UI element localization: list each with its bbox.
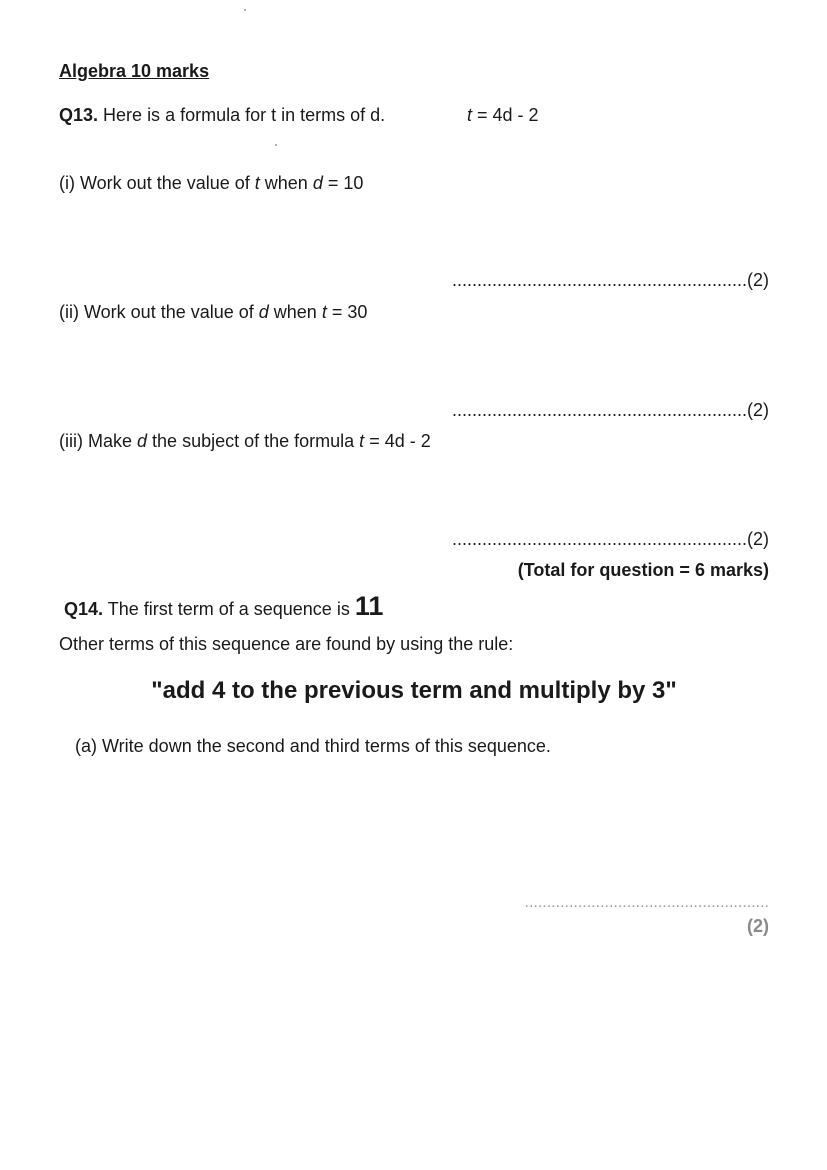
q14-a-marks: (2) [747,916,769,936]
formula-expression: = 4d - 2 [472,105,539,125]
part-text: = 30 [326,302,368,322]
q14-part-a: (a) Write down the second and third terms of this sequence. [75,736,551,756]
part-label: (ii) [59,302,84,322]
part-text: Work out the value of [80,173,255,193]
sequence-rule [0,677,827,705]
answer-line-iii[interactable] [452,529,769,550]
q13-formula [467,105,539,126]
first-term: 11 [354,591,384,621]
answer-dots[interactable]: ........................................................... [451,529,747,549]
part-text: = 4d - 2 [364,431,431,451]
answer-line-i[interactable] [452,270,769,291]
rule-text: "add 4 to the previous term and multiply by 3" [151,677,677,704]
q13-prompt [59,105,385,126]
variable: d [137,431,148,451]
q14-number: Q14. [64,599,104,619]
marks-label: (2) [747,529,769,549]
q13-part-i [59,173,363,194]
variable: d [258,302,269,322]
q13-intro: Here is a formula for t in terms of d. [103,105,386,125]
part-label: (i) [59,173,80,193]
variable: d [312,173,323,193]
variable: t [254,173,260,193]
marks-label: (2) [747,400,769,420]
scan-speck [275,144,277,146]
answer-line-ii[interactable] [452,400,769,421]
part-text: Make [88,431,138,451]
part-text: Work out the value of [84,302,259,322]
answer-dots[interactable]: ........................................................... [451,270,747,290]
rule-intro: Other terms of this sequence are found by using the rule: [59,634,514,654]
part-text: when [259,173,313,193]
variable: t [359,431,365,451]
part-label: (iii) [59,431,88,451]
marks-label: (2) [747,270,769,290]
part-text: when [268,302,322,322]
answer-dots[interactable]: ........................................................... [451,400,747,420]
q14-prompt [64,591,383,622]
section-heading: Algebra 10 marks [59,61,210,81]
q13-number: Q13. [59,105,99,125]
answer-line-a[interactable]: ....................................................... [524,894,769,911]
part-text: the subject of the formula [147,431,360,451]
q13-total-marks: (Total for question = 6 marks) [517,560,769,580]
part-text: = 10 [322,173,364,193]
scan-speck [244,9,246,11]
q13-part-iii [59,431,431,452]
formula-variable: t [467,105,473,125]
variable: t [321,302,327,322]
q14-intro: The first term of a sequence is [107,599,350,619]
q13-part-ii [59,302,367,323]
